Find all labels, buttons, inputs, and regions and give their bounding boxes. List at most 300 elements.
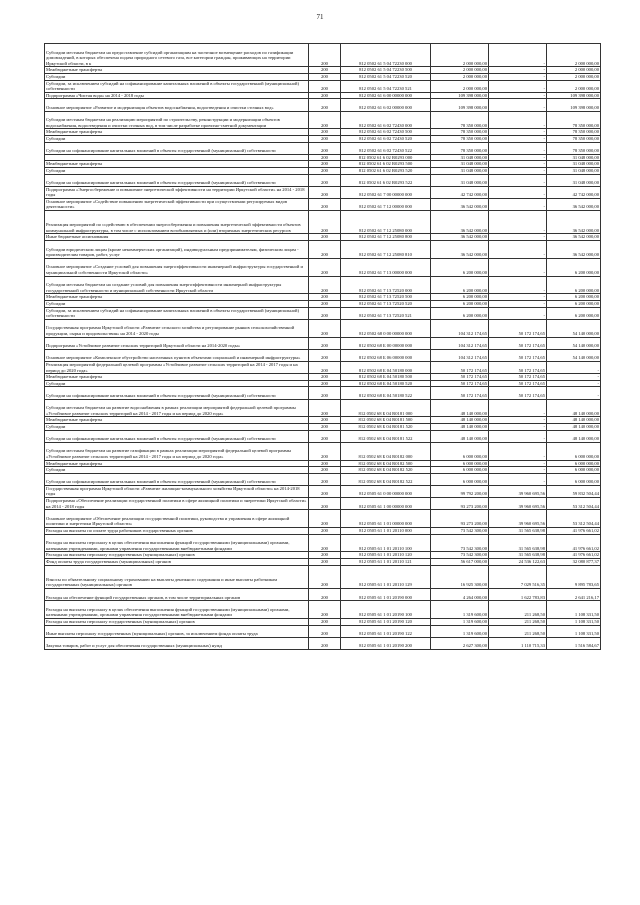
row-executed: 31 565 638,98 bbox=[489, 552, 547, 559]
table-row bbox=[45, 319, 601, 337]
row-name: Государственная программа Иркутской области «Развитие сельского хозяйства и регулирование рынков сельскохозяйственной продукции, сырья и продовольствия» на 2014 - 2020 годы bbox=[45, 319, 309, 337]
row-budget-code: 812 0502 68 Б 00 00000 000 bbox=[341, 337, 431, 349]
row-name: Расходы на выплаты персоналу в целях обеспечения выполнения функций государственными (муниципальными) органами, казенными учреждениями, органами управления государственными внебюджетными фондами bbox=[45, 534, 309, 552]
row-approved: 4 264 000,00 bbox=[431, 589, 489, 601]
row-approved: 93 273 200,00 bbox=[431, 510, 489, 528]
table-row bbox=[45, 276, 601, 294]
row-approved: 2 000 000,00 bbox=[431, 44, 489, 67]
row-approved: 109 398 000,00 bbox=[431, 92, 489, 99]
row-unexecuted: 31 048 000,00 bbox=[547, 161, 601, 168]
row-unexecuted: 109 398 000,00 bbox=[547, 92, 601, 99]
row-approved: 1 319 600,00 bbox=[431, 601, 489, 619]
table-row bbox=[45, 423, 601, 430]
row-executed: - bbox=[489, 167, 547, 174]
row-unexecuted: 78 350 000,00 bbox=[547, 111, 601, 129]
table-row bbox=[45, 307, 601, 319]
row-executed: 211 268,50 bbox=[489, 625, 547, 637]
row-name: Подпрограмма «Энергосбережение и повышение энергетической эффективности на территории Иркутской области» на 2014 - 2018 годы bbox=[45, 186, 309, 198]
row-executed: - bbox=[489, 99, 547, 111]
row-admin-code: 200 bbox=[309, 498, 341, 510]
row-unexecuted: 48 140 000,00 bbox=[547, 399, 601, 417]
row-approved: 36 542 000,00 bbox=[431, 211, 489, 234]
row-name: Расходы на выплаты персоналу государственных (муниципальных) органов bbox=[45, 552, 309, 559]
row-name: Субсидии местным бюджетам на развитие водоснабжения в рамках реализации мероприятий федеральной целевой программы «Устойчивое развитие сельских территорий на 2014 - 2017 годы и на период до 2020 года» bbox=[45, 399, 309, 417]
row-budget-code: 812 0502 68 Б 04 R0182 520 bbox=[341, 467, 431, 474]
row-admin-code: 200 bbox=[309, 67, 341, 74]
row-budget-code: 812 0505 61 1 01 20190 100 bbox=[341, 601, 431, 619]
row-unexecuted: 31 048 000,00 bbox=[547, 174, 601, 186]
row-approved: 104 312 174,65 bbox=[431, 337, 489, 349]
row-unexecuted: 48 140 000,00 bbox=[547, 417, 601, 424]
row-admin-code: 200 bbox=[309, 565, 341, 588]
row-executed: 39 960 695,56 bbox=[489, 485, 547, 497]
row-executed: - bbox=[489, 241, 547, 259]
row-budget-code: 812 0502 61 5 04 72230 000 bbox=[341, 44, 431, 67]
row-unexecuted: - bbox=[547, 374, 601, 381]
row-executed: 211 268,50 bbox=[489, 619, 547, 626]
row-budget-code: 812 0502 61 6 02 72430 522 bbox=[341, 142, 431, 154]
row-name: Субсидии на софинансирование капитальных вложений в объекты государственной (муниципальной) собственности bbox=[45, 174, 309, 186]
row-name: Закупка товаров, работ и услуг для обеспечения государственных (муниципальных) нужд bbox=[45, 637, 309, 649]
row-unexecuted: 78 350 000,00 bbox=[547, 135, 601, 142]
row-name: Иные бюджетные ассигнования bbox=[45, 234, 309, 241]
page-number: 71 bbox=[316, 13, 324, 21]
row-admin-code: 200 bbox=[309, 619, 341, 626]
row-admin-code: 200 bbox=[309, 319, 341, 337]
row-approved: 50 172 174,65 bbox=[431, 380, 489, 387]
table-row bbox=[45, 619, 601, 626]
row-unexecuted: 31 048 000,00 bbox=[547, 154, 601, 161]
table-row bbox=[45, 337, 601, 349]
row-unexecuted: - bbox=[547, 387, 601, 399]
row-name: Основное мероприятие «Содействие повышению энергетической эффективности при осуществлении регулируемых видов деятельности» bbox=[45, 198, 309, 210]
row-executed: 39 960 695,56 bbox=[489, 498, 547, 510]
row-admin-code: 200 bbox=[309, 301, 341, 308]
table-row bbox=[45, 528, 601, 535]
row-name: Субсидии bbox=[45, 167, 309, 174]
row-executed: - bbox=[489, 211, 547, 234]
row-admin-code: 200 bbox=[309, 552, 341, 559]
row-budget-code: 812 0502 61 7 00 00000 000 bbox=[341, 186, 431, 198]
row-admin-code: 200 bbox=[309, 174, 341, 186]
row-executed: - bbox=[489, 73, 547, 80]
row-admin-code: 200 bbox=[309, 135, 341, 142]
row-admin-code: 200 bbox=[309, 510, 341, 528]
budget-table-body bbox=[45, 44, 601, 650]
row-admin-code: 200 bbox=[309, 129, 341, 136]
row-budget-code: 812 0502 61 7 12 25080 810 bbox=[341, 241, 431, 259]
row-name: Иные выплаты персоналу государственных (муниципальных) органов, за исключением фонда оплаты труда bbox=[45, 625, 309, 637]
row-unexecuted: 6 200 000,00 bbox=[547, 307, 601, 319]
row-unexecuted: 48 140 000,00 bbox=[547, 430, 601, 442]
row-budget-code: 812 0505 61 1 00 00000 000 bbox=[341, 498, 431, 510]
row-unexecuted: 78 350 000,00 bbox=[547, 129, 601, 136]
table-row bbox=[45, 258, 601, 276]
table-row bbox=[45, 167, 601, 174]
row-name: Субсидии bbox=[45, 467, 309, 474]
row-unexecuted: 1 108 331,50 bbox=[547, 619, 601, 626]
row-unexecuted: 6 000 000,00 bbox=[547, 460, 601, 467]
row-budget-code: 812 0502 61 7 13 72520 500 bbox=[341, 294, 431, 301]
row-executed: - bbox=[489, 142, 547, 154]
row-budget-code: 812 0502 68 Б 06 00000 000 bbox=[341, 349, 431, 361]
row-executed: - bbox=[489, 92, 547, 99]
table-row bbox=[45, 601, 601, 619]
row-budget-code: 812 0505 61 1 01 00000 000 bbox=[341, 510, 431, 528]
row-admin-code: 200 bbox=[309, 423, 341, 430]
table-row bbox=[45, 241, 601, 259]
row-budget-code: 812 0505 61 0 00 00000 000 bbox=[341, 485, 431, 497]
row-unexecuted: - bbox=[547, 380, 601, 387]
table-row bbox=[45, 387, 601, 399]
table-row bbox=[45, 473, 601, 485]
row-admin-code: 200 bbox=[309, 637, 341, 649]
row-budget-code: 812 0502 68 0 00 00000 000 bbox=[341, 319, 431, 337]
row-name: Субсидии bbox=[45, 380, 309, 387]
row-admin-code: 200 bbox=[309, 601, 341, 619]
table-row bbox=[45, 198, 601, 210]
row-approved: 109 398 000,00 bbox=[431, 99, 489, 111]
row-approved: 36 542 000,00 bbox=[431, 198, 489, 210]
row-approved: 42 742 000,00 bbox=[431, 186, 489, 198]
row-name: Основное мероприятие «Развитие и модернизация объектов водоснабжения, водоотведения и очистки сточных вод» bbox=[45, 99, 309, 111]
table-row bbox=[45, 349, 601, 361]
row-unexecuted: 41 976 661,02 bbox=[547, 528, 601, 535]
row-executed: - bbox=[489, 276, 547, 294]
row-executed: - bbox=[489, 44, 547, 67]
row-executed: 24 536 122,63 bbox=[489, 559, 547, 566]
row-name: Взносы по обязательному социальному страхованию на выплаты денежного содержания и иные выплаты работникам государственных (муниципальных) органов bbox=[45, 565, 309, 588]
row-admin-code: 200 bbox=[309, 80, 341, 92]
row-admin-code: 200 bbox=[309, 473, 341, 485]
row-executed: - bbox=[489, 111, 547, 129]
row-executed: - bbox=[489, 399, 547, 417]
row-approved: 36 542 000,00 bbox=[431, 234, 489, 241]
row-budget-code: 812 0502 61 6 02 72430 000 bbox=[341, 111, 431, 129]
row-name: Подпрограмма «Чистая вода» на 2014 - 2018 годы bbox=[45, 92, 309, 99]
row-approved: 104 312 174,65 bbox=[431, 319, 489, 337]
row-admin-code: 200 bbox=[309, 44, 341, 67]
row-approved: 48 140 000,00 bbox=[431, 423, 489, 430]
row-budget-code: 812 0502 61 6 00 00000 000 bbox=[341, 92, 431, 99]
row-name: Субсидии, за исключением субсидий на софинансирование капитальных вложений в объекты государственной (муниципальной) собственности bbox=[45, 80, 309, 92]
row-executed: 50 172 174,65 bbox=[489, 337, 547, 349]
row-approved: 36 542 000,00 bbox=[431, 241, 489, 259]
row-budget-code: 812 0502 61 7 13 72520 520 bbox=[341, 301, 431, 308]
table-row bbox=[45, 301, 601, 308]
row-approved: 50 172 174,65 bbox=[431, 374, 489, 381]
row-approved: 93 273 200,00 bbox=[431, 498, 489, 510]
row-admin-code: 200 bbox=[309, 198, 341, 210]
row-executed: 1 622 783,83 bbox=[489, 589, 547, 601]
row-budget-code: 812 0502 68 Б 04 R0182 000 bbox=[341, 442, 431, 460]
row-name: Основное мероприятие «Обеспечение реализации государственной политики, руководства и управления в сфере жилищной политики и энергетики Иркутской области» bbox=[45, 510, 309, 528]
table-row bbox=[45, 552, 601, 559]
row-budget-code: 812 0502 61 7 12 25080 800 bbox=[341, 234, 431, 241]
row-name: Субсидии местным бюджетам на предоставление субсидий организациям на частичное возмещение расходов по газификации домовладений, в которых обеспечена подача природного сетевого газа, все категории граждан, проживающих на территории Иркутской области, в к bbox=[45, 44, 309, 67]
row-approved: 104 312 174,65 bbox=[431, 349, 489, 361]
row-admin-code: 200 bbox=[309, 534, 341, 552]
row-budget-code: 812 0502 68 Б 04 R0181 000 bbox=[341, 399, 431, 417]
row-approved: 31 048 000,00 bbox=[431, 174, 489, 186]
row-name: Субсидии на софинансирование капитальных вложений в объекты государственной (муниципальной) собственности bbox=[45, 430, 309, 442]
row-name: Субсидии на софинансирование капитальных вложений в объекты государственной (муниципальной) собственности bbox=[45, 473, 309, 485]
row-budget-code: 812 0502 61 7 12 25080 000 bbox=[341, 211, 431, 234]
row-admin-code: 200 bbox=[309, 430, 341, 442]
row-unexecuted: 6 200 000,00 bbox=[547, 294, 601, 301]
table-row bbox=[45, 73, 601, 80]
row-executed: - bbox=[489, 135, 547, 142]
row-budget-code: 812 0502 68 Б 04 R0182 522 bbox=[341, 473, 431, 485]
row-budget-code: 812 0502 61 6 02 R0293 522 bbox=[341, 174, 431, 186]
budget-table bbox=[44, 43, 601, 650]
row-approved: 78 350 000,00 bbox=[431, 135, 489, 142]
row-executed: - bbox=[489, 423, 547, 430]
row-approved: 16 925 300,00 bbox=[431, 565, 489, 588]
row-budget-code: 812 0505 61 1 01 20190 000 bbox=[341, 589, 431, 601]
row-budget-code: 812 0502 61 7 12 00000 000 bbox=[341, 198, 431, 210]
row-name: Межбюджетные трансферты bbox=[45, 294, 309, 301]
row-admin-code: 200 bbox=[309, 258, 341, 276]
row-budget-code: 812 0502 61 7 13 72520 521 bbox=[341, 307, 431, 319]
row-approved: 31 048 000,00 bbox=[431, 154, 489, 161]
row-admin-code: 200 bbox=[309, 337, 341, 349]
row-approved: 6 200 000,00 bbox=[431, 307, 489, 319]
row-unexecuted: 78 350 000,00 bbox=[547, 142, 601, 154]
row-admin-code: 200 bbox=[309, 467, 341, 474]
row-name: Субсидии bbox=[45, 301, 309, 308]
row-name: Субсидии bbox=[45, 135, 309, 142]
row-budget-code: 812 0505 61 1 01 20110 120 bbox=[341, 552, 431, 559]
table-row bbox=[45, 361, 601, 373]
table-row bbox=[45, 442, 601, 460]
row-approved: 6 000 000,00 bbox=[431, 467, 489, 474]
table-row bbox=[45, 211, 601, 234]
row-executed: - bbox=[489, 80, 547, 92]
row-admin-code: 200 bbox=[309, 73, 341, 80]
row-name: Субсидии местным бюджетам на создание условий для повышения энергоэффективности инженерной инфраструктуры государственной собственности и муниципальной собственности Иркутской области bbox=[45, 276, 309, 294]
row-budget-code: 812 0502 61 5 04 72230 521 bbox=[341, 80, 431, 92]
row-executed: 31 565 638,98 bbox=[489, 534, 547, 552]
row-admin-code: 200 bbox=[309, 589, 341, 601]
row-name: Межбюджетные трансферты bbox=[45, 417, 309, 424]
row-admin-code: 200 bbox=[309, 111, 341, 129]
row-approved: 78 350 000,00 bbox=[431, 142, 489, 154]
row-budget-code: 812 0505 61 1 01 20190 200 bbox=[341, 637, 431, 649]
row-name: Основное мероприятие «Создание условий для повышения энергоэффективности инженерной инфраструктуры государственной и муниципальной собственности Иркутской области» bbox=[45, 258, 309, 276]
row-approved: 78 350 000,00 bbox=[431, 129, 489, 136]
table-row bbox=[45, 174, 601, 186]
row-name: Расходы на выплаты персоналу в целях обеспечения выполнения функций государственными (муниципальными) органами, казенными учреждениями, органами управления государственными внебюджетными фондами bbox=[45, 601, 309, 619]
row-unexecuted: 48 140 000,00 bbox=[547, 423, 601, 430]
row-name: Подпрограмма «Обеспечение реализации государственной политики в сфере жилищной политики и энергетики Иркутской области» на 2014 - 2018 годы bbox=[45, 498, 309, 510]
table-row bbox=[45, 154, 601, 161]
table-row bbox=[45, 99, 601, 111]
row-admin-code: 200 bbox=[309, 294, 341, 301]
row-name: Межбюджетные трансферты bbox=[45, 129, 309, 136]
row-admin-code: 200 bbox=[309, 167, 341, 174]
table-row bbox=[45, 460, 601, 467]
row-admin-code: 200 bbox=[309, 380, 341, 387]
table-row bbox=[45, 111, 601, 129]
row-unexecuted: 1 516 584,67 bbox=[547, 637, 601, 649]
table-row bbox=[45, 589, 601, 601]
row-unexecuted: 2 000 000,00 bbox=[547, 73, 601, 80]
row-unexecuted: 41 976 661,02 bbox=[547, 534, 601, 552]
row-budget-code: 812 0505 61 1 01 20190 122 bbox=[341, 625, 431, 637]
row-budget-code: 812 0502 68 Б 04 R0181 522 bbox=[341, 430, 431, 442]
row-name: Фонд оплаты труда государственных (муниципальных) органов bbox=[45, 559, 309, 566]
row-unexecuted: 6 200 000,00 bbox=[547, 258, 601, 276]
row-unexecuted: 54 140 000,00 bbox=[547, 349, 601, 361]
row-name: Основное мероприятие «Комплексное обустройство населенных пунктов объектами социальной и инженерной инфраструктуры» bbox=[45, 349, 309, 361]
row-executed: - bbox=[489, 473, 547, 485]
table-row bbox=[45, 467, 601, 474]
row-unexecuted: 36 542 000,00 bbox=[547, 234, 601, 241]
row-admin-code: 200 bbox=[309, 92, 341, 99]
row-admin-code: 200 bbox=[309, 625, 341, 637]
row-executed: - bbox=[489, 430, 547, 442]
row-name: Субсидии bbox=[45, 73, 309, 80]
row-unexecuted: 59 832 504,44 bbox=[547, 485, 601, 497]
row-budget-code: 812 0502 68 Б 04 50180 000 bbox=[341, 361, 431, 373]
row-name: Расходы на обеспечение функций государственных органов, в том числе территориальных органов bbox=[45, 589, 309, 601]
row-budget-code: 812 0502 61 7 13 00000 000 bbox=[341, 258, 431, 276]
row-admin-code: 200 bbox=[309, 161, 341, 168]
row-name: Межбюджетные трансферты bbox=[45, 374, 309, 381]
row-approved: 48 140 000,00 bbox=[431, 399, 489, 417]
table-row bbox=[45, 129, 601, 136]
row-admin-code: 200 bbox=[309, 307, 341, 319]
row-budget-code: 812 0505 61 1 01 20110 000 bbox=[341, 528, 431, 535]
row-unexecuted: 54 140 000,00 bbox=[547, 319, 601, 337]
row-budget-code: 812 0502 61 5 04 72230 520 bbox=[341, 73, 431, 80]
row-unexecuted: 36 542 000,00 bbox=[547, 211, 601, 234]
row-executed: - bbox=[489, 234, 547, 241]
row-executed: 50 172 174,65 bbox=[489, 380, 547, 387]
table-row bbox=[45, 294, 601, 301]
table-row bbox=[45, 485, 601, 497]
table-row bbox=[45, 92, 601, 99]
row-admin-code: 200 bbox=[309, 186, 341, 198]
row-approved: 78 350 000,00 bbox=[431, 111, 489, 129]
row-budget-code: 812 0502 61 6 02 00000 000 bbox=[341, 99, 431, 111]
row-budget-code: 812 0502 68 Б 04 R0181 500 bbox=[341, 417, 431, 424]
row-admin-code: 200 bbox=[309, 460, 341, 467]
row-budget-code: 812 0502 61 6 02 72430 500 bbox=[341, 129, 431, 136]
row-unexecuted: 2 000 000,00 bbox=[547, 67, 601, 74]
row-executed: 31 565 638,98 bbox=[489, 528, 547, 535]
row-budget-code: 812 0502 61 6 02 72430 520 bbox=[341, 135, 431, 142]
row-approved: 6 200 000,00 bbox=[431, 294, 489, 301]
row-budget-code: 812 0502 68 Б 04 R0181 520 bbox=[341, 423, 431, 430]
row-name: Межбюджетные трансферты bbox=[45, 67, 309, 74]
row-approved: 6 200 000,00 bbox=[431, 301, 489, 308]
row-name: Субсидии, за исключением субсидий на софинансирование капитальных вложений в объекты государственной (муниципальной) собственности bbox=[45, 307, 309, 319]
table-row bbox=[45, 234, 601, 241]
row-approved: 99 792 200,00 bbox=[431, 485, 489, 497]
row-unexecuted: 109 398 000,00 bbox=[547, 99, 601, 111]
row-admin-code: 200 bbox=[309, 442, 341, 460]
row-budget-code: 812 0502 61 6 02 R0293 000 bbox=[341, 154, 431, 161]
table-row bbox=[45, 534, 601, 552]
row-admin-code: 200 bbox=[309, 142, 341, 154]
row-admin-code: 200 bbox=[309, 387, 341, 399]
row-admin-code: 200 bbox=[309, 241, 341, 259]
row-unexecuted: 2 000 000,00 bbox=[547, 44, 601, 67]
row-unexecuted: 1 108 331,50 bbox=[547, 625, 601, 637]
table-row bbox=[45, 625, 601, 637]
row-budget-code: 812 0505 61 1 01 20190 120 bbox=[341, 619, 431, 626]
table-row bbox=[45, 565, 601, 588]
row-executed: 50 172 174,65 bbox=[489, 319, 547, 337]
table-row bbox=[45, 417, 601, 424]
row-approved: 2 000 000,00 bbox=[431, 67, 489, 74]
row-admin-code: 200 bbox=[309, 99, 341, 111]
table-row bbox=[45, 186, 601, 198]
row-approved: 2 627 300,00 bbox=[431, 637, 489, 649]
row-name: Субсидии на софинансирование капитальных вложений в объекты государственной (муниципальной) собственности bbox=[45, 142, 309, 154]
row-executed: 1 110 715,33 bbox=[489, 637, 547, 649]
row-approved: 56 617 000,00 bbox=[431, 559, 489, 566]
row-budget-code: 812 0502 61 6 02 R0293 500 bbox=[341, 161, 431, 168]
row-executed: - bbox=[489, 174, 547, 186]
row-approved: 48 140 000,00 bbox=[431, 430, 489, 442]
table-row bbox=[45, 430, 601, 442]
row-approved: 50 172 174,65 bbox=[431, 361, 489, 373]
table-row bbox=[45, 374, 601, 381]
row-unexecuted: 2 000 000,00 bbox=[547, 80, 601, 92]
row-unexecuted: 6 000 000,00 bbox=[547, 467, 601, 474]
row-approved: 73 542 300,00 bbox=[431, 534, 489, 552]
row-unexecuted: 2 641 216,17 bbox=[547, 589, 601, 601]
row-name: Подпрограмма «Устойчивое развитие сельских территорий Иркутской области на 2014-2020 годы» bbox=[45, 337, 309, 349]
row-name: Расходы на выплаты по оплате труда работников государственных органов bbox=[45, 528, 309, 535]
row-name: Субсидии на софинансирование капитальных вложений в объекты государственной (муниципальной) собственности bbox=[45, 387, 309, 399]
row-name: Межбюджетные трансферты bbox=[45, 161, 309, 168]
row-approved: 1 319 600,00 bbox=[431, 619, 489, 626]
table-row bbox=[45, 135, 601, 142]
table-row bbox=[45, 142, 601, 154]
row-executed: - bbox=[489, 294, 547, 301]
row-unexecuted: 54 140 000,00 bbox=[547, 337, 601, 349]
row-unexecuted: 9 895 783,65 bbox=[547, 565, 601, 588]
row-executed: - bbox=[489, 417, 547, 424]
row-admin-code: 200 bbox=[309, 211, 341, 234]
row-admin-code: 200 bbox=[309, 559, 341, 566]
table-row bbox=[45, 498, 601, 510]
row-executed: 50 172 174,65 bbox=[489, 387, 547, 399]
row-approved: 6 200 000,00 bbox=[431, 276, 489, 294]
table-row bbox=[45, 559, 601, 566]
row-unexecuted: 6 200 000,00 bbox=[547, 276, 601, 294]
row-approved: 31 048 000,00 bbox=[431, 167, 489, 174]
row-unexecuted: - bbox=[547, 361, 601, 373]
row-approved: 50 172 174,65 bbox=[431, 387, 489, 399]
row-unexecuted: 6 200 000,00 bbox=[547, 301, 601, 308]
row-admin-code: 200 bbox=[309, 417, 341, 424]
row-budget-code: 812 0502 68 Б 04 50180 500 bbox=[341, 374, 431, 381]
row-budget-code: 812 0502 68 Б 04 R0182 500 bbox=[341, 460, 431, 467]
row-executed: - bbox=[489, 186, 547, 198]
row-approved: 73 542 300,00 bbox=[431, 552, 489, 559]
row-executed: - bbox=[489, 67, 547, 74]
row-name: Субсидии местным бюджетам на развитие газификации в рамках реализации мероприятий федеральной целевой программы «Устойчивое развитие сельских территорий на 2014 - 2017 годы и на период до 2020 года» bbox=[45, 442, 309, 460]
row-executed: 50 172 174,65 bbox=[489, 361, 547, 373]
row-approved: 1 319 600,00 bbox=[431, 625, 489, 637]
row-admin-code: 200 bbox=[309, 399, 341, 417]
row-unexecuted: 6 000 000,00 bbox=[547, 473, 601, 485]
